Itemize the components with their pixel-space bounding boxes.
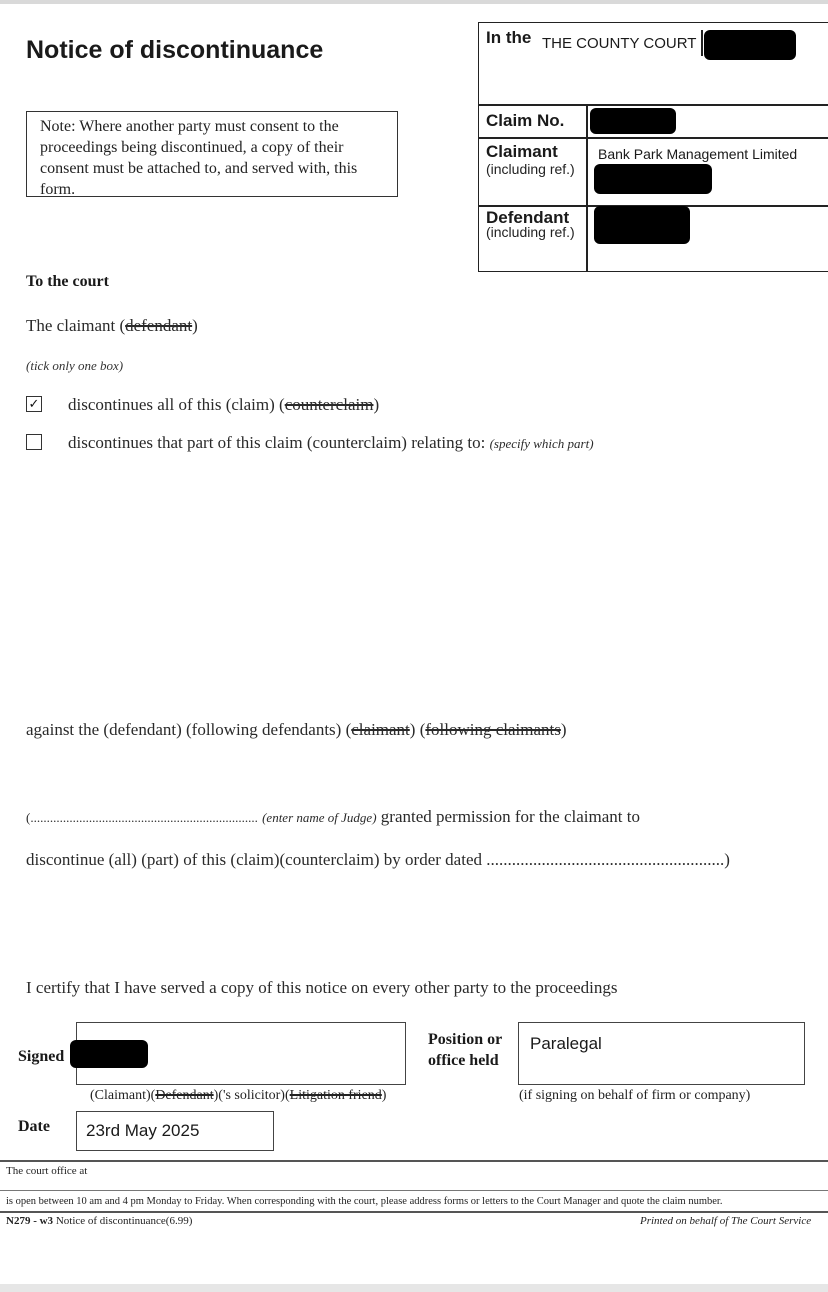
form-title: Notice of discontinuance bbox=[26, 36, 324, 64]
judge-hint: (enter name of Judge) bbox=[262, 810, 377, 825]
discontinue-part-checkbox[interactable] bbox=[26, 434, 42, 450]
footer-rule bbox=[0, 1160, 828, 1162]
opening-hours: is open between 10 am and 4 pm Monday to Friday. When corresponding with the court, please address forms or letters to the Court Manager and quote the claim number. bbox=[6, 1196, 723, 1207]
grid-divider bbox=[586, 104, 588, 272]
order-date-line: discontinue (all) (part) of this (claim)(counterclaim) by order dated ........................................................) bbox=[26, 850, 730, 869]
option2-hint: (specify which part) bbox=[489, 436, 594, 451]
defendant-sub: (including ref.) bbox=[486, 224, 575, 240]
against-suffix: ) bbox=[560, 720, 567, 739]
redaction-claimant-ref bbox=[594, 164, 712, 194]
redaction-defendant bbox=[594, 206, 690, 244]
redaction-court bbox=[704, 30, 796, 60]
footer-rule bbox=[0, 1190, 828, 1191]
party-statement bbox=[26, 316, 198, 336]
against-prefix: against the (defendant) (following defendants) ( bbox=[26, 720, 352, 739]
in-the-label: In the bbox=[486, 28, 532, 47]
court-office-text: The court office at bbox=[6, 1165, 88, 1177]
role-mid: )('s solicitor)( bbox=[213, 1088, 290, 1103]
form-code: N279 - w3 bbox=[6, 1215, 54, 1227]
footer-rule bbox=[0, 1211, 828, 1213]
against-statement bbox=[26, 720, 567, 740]
option1-prefix: discontinues all of this (claim) ( bbox=[68, 395, 285, 414]
party-struck: defendant bbox=[125, 316, 193, 335]
claimant-name: Bank Park Management Limited bbox=[598, 146, 798, 162]
tick-instruction: (tick only one box) bbox=[26, 358, 124, 373]
grid-divider bbox=[478, 104, 828, 106]
consent-note: Note: Where another party must consent to the proceedings being discontinued, a copy of their consent must be attached to, and served with, this form. bbox=[40, 118, 358, 198]
claimant-label: Claimant bbox=[486, 142, 558, 161]
printed-by: Printed on behalf of The Court Service bbox=[640, 1215, 812, 1227]
position-label-2: office held bbox=[428, 1052, 499, 1069]
bottom-divider bbox=[0, 1284, 828, 1292]
against-struck-2: following claimants bbox=[425, 720, 561, 739]
option1-suffix: ) bbox=[373, 395, 380, 414]
position-hint: (if signing on behalf of firm or company) bbox=[519, 1088, 751, 1103]
role-prefix: (Claimant)( bbox=[90, 1088, 156, 1103]
role-suffix: ) bbox=[381, 1088, 387, 1103]
judge-permission-line bbox=[26, 807, 640, 827]
party-prefix: The claimant ( bbox=[26, 316, 126, 335]
date-value: 23rd May 2025 bbox=[86, 1121, 200, 1140]
redaction-claim-no bbox=[590, 108, 676, 134]
discontinue-all-option bbox=[68, 395, 379, 415]
claimant-sub: (including ref.) bbox=[486, 161, 575, 177]
grid-divider bbox=[478, 137, 828, 139]
role-struck-1: Defendant bbox=[155, 1088, 214, 1103]
grid-divider bbox=[701, 30, 703, 56]
against-mid: ) ( bbox=[409, 720, 426, 739]
form-reference bbox=[6, 1215, 192, 1227]
claim-no-label: Claim No. bbox=[486, 111, 565, 130]
option1-struck: counterclaim bbox=[284, 395, 374, 414]
against-struck-1: claimant bbox=[351, 720, 410, 739]
signatory-role bbox=[90, 1088, 386, 1104]
top-divider bbox=[0, 0, 828, 4]
signed-label: Signed bbox=[18, 1048, 65, 1065]
defendant-label: Defendant bbox=[486, 208, 570, 227]
role-struck-2: Litigation friend bbox=[289, 1088, 382, 1103]
judge-name-field[interactable]: (...................................................................... bbox=[26, 810, 258, 825]
discontinue-part-option bbox=[68, 433, 594, 453]
discontinue-all-checkbox[interactable]: ✓ bbox=[26, 396, 42, 412]
position-value: Paralegal bbox=[530, 1034, 602, 1053]
judge-text: granted permission for the claimant to bbox=[380, 807, 640, 826]
certificate-statement: I certify that I have served a copy of this notice on every other party to the proceedings bbox=[26, 978, 618, 997]
position-label-1: Position or bbox=[428, 1031, 503, 1048]
court-name: THE COUNTY COURT bbox=[542, 35, 697, 52]
redaction-signature bbox=[70, 1040, 148, 1068]
party-suffix: ) bbox=[192, 316, 198, 335]
to-the-court-heading: To the court bbox=[26, 273, 109, 290]
form-name: Notice of discontinuance(6.99) bbox=[55, 1215, 193, 1227]
date-label: Date bbox=[18, 1118, 50, 1135]
option2-text: discontinues that part of this claim (counterclaim) relating to: bbox=[68, 433, 486, 452]
